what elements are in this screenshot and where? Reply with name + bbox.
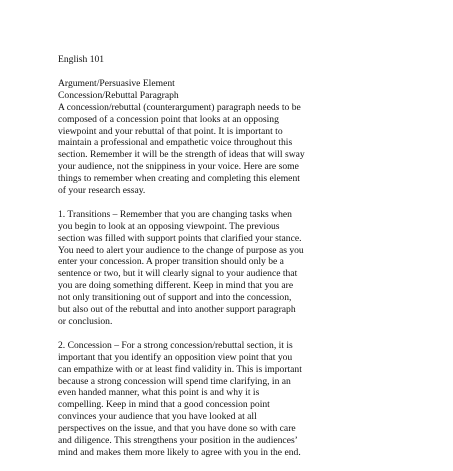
- intro-paragraph: A concession/rebuttal (counterargument) paragraph needs to be composed of a concession point that looks at an opposing viewpoint and your rebuttal of that point. It is important to maintain a professional and empathetic voice throughout this section. Remember it will be the strength of ideas that will sway your audience, not the snippiness in your voice. Here are some things to remember when creating and completing this element of your research essay.: [58, 101, 305, 197]
- document-heading: Argument/Persuasive Element: [58, 77, 175, 89]
- document-page: [58, 54, 450, 471]
- course-title: English 101: [58, 54, 105, 65]
- document-subheading: Concession/Rebuttal Paragraph: [58, 89, 179, 101]
- concession-paragraph: 2. Concession – For a strong concession/rebuttal section, it is important that you identify an opposition view point that you can empathize with or at least find validity in. This is important because a strong concession will spend time clarifying, in an even handed manner, what this point is and why it is compelling. Keep in mind that a good concession point convinces your audience that you have looked at all perspectives on the issue, and that you have done so with care and diligence. This strengthens your position in the audiences’ mind and makes them more likely to agree with you in the end.: [58, 339, 302, 458]
- transitions-paragraph: 1. Transitions – Remember that you are changing tasks when you begin to look at an opposing viewpoint. The previous section was filled with support points that clarified your stance. You need to alert your audience to the change of purpose as you enter your concession. A proper transition should only be a sentence or two, but it will clearly signal to your audience that you are doing something different. Keep in mind that you are not only transitioning out of support and into the concession, but also out of the rebuttal and into another support paragraph or conclusion.: [58, 208, 304, 328]
